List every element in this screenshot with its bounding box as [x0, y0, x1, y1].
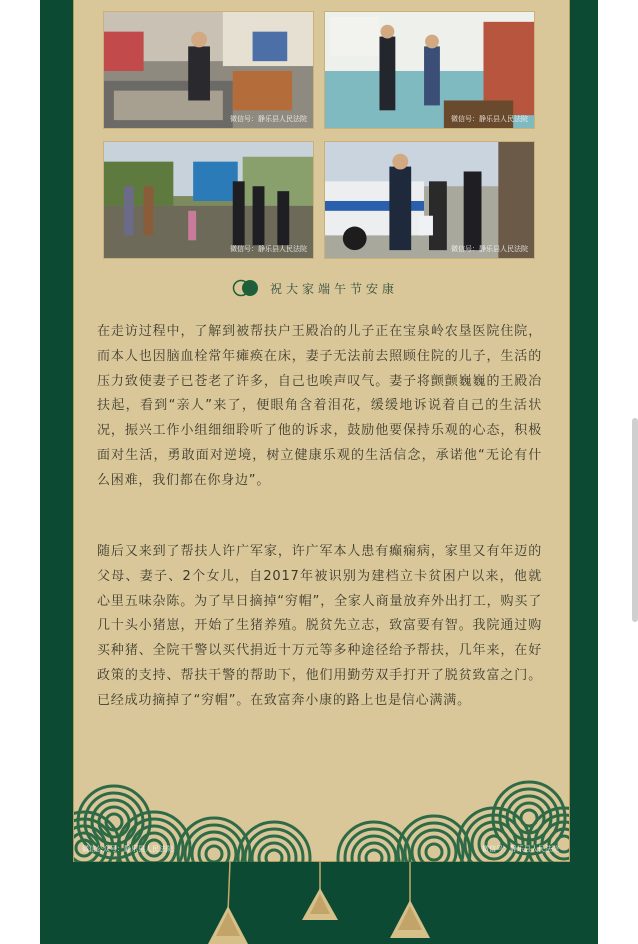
photo-village-yard[interactable]	[103, 141, 314, 259]
zongzi-decoration	[40, 862, 598, 944]
photo-bedside-visit[interactable]	[103, 11, 314, 129]
photo-street-visit[interactable]	[324, 141, 535, 259]
photo-watermark: 微信号：静乐县人民法院	[230, 115, 307, 123]
footer-caption-left: 微信公众号：静乐县人民法院	[82, 845, 173, 853]
paragraph-visit-wang: 在走访过程中，了解到被帮扶户王殿冶的儿子正在宝泉岭农垦医院住院，而本人也因脑血栓常年瘫痪在床，妻子无法前去照顾住院的儿子，生活的压力致使妻子已苍老了许多，自己也唉声叹气。妻子将颤颤巍巍的王殿冶扶起，看到“亲人”来了，便眼角含着泪花，缓缓地诉说着自己的生活状况，振兴工作小组细细聆听了他的诉求，鼓励他要保持乐观的心态，积极面对生活，勇敢面对逆境，树立健康乐观的生活信念，承诺他“无论有什么困难，我们都在你身边”。	[97, 324, 542, 488]
circle-toggle-icon	[232, 279, 260, 297]
scrollbar-thumb[interactable]	[632, 418, 638, 622]
photo-watermark: 微信号：静乐县人民法院	[451, 115, 528, 123]
photo-watermark: 微信号：静乐县人民法院	[451, 245, 528, 253]
greeting-line	[232, 278, 432, 298]
greeting-text: 祝大家端午节安康	[270, 281, 399, 296]
photo-watermark: 微信号：静乐县人民法院	[230, 245, 307, 253]
paragraph-visit-xu: 随后又来到了帮扶人许广军家，许广军本人患有癫痫病，家里又有年迈的父母、妻子、2个女儿，自2017年被识别为建档立卡贫困户以来，他就心里五味杂陈。为了早日摘掉“穷帽”，全家人商量放弃外出打工，购买了几十头小猪崽，开始了生猪养殖。脱贫先立志，致富要有智。我院通过购买种猪、全院干警以买代捐近十万元等多种途径给予帮扶，几年来，在好政策的支持、帮扶干警的帮助下，他们用勤劳双手打开了脱贫致富之门。已经成功摘掉了“穷帽”。在致富奔小康的路上也是信心满满。	[97, 544, 542, 708]
footer-caption-right: 微信号：静乐县人民法院	[482, 845, 559, 853]
photo-kitchen-visit[interactable]	[324, 11, 535, 129]
